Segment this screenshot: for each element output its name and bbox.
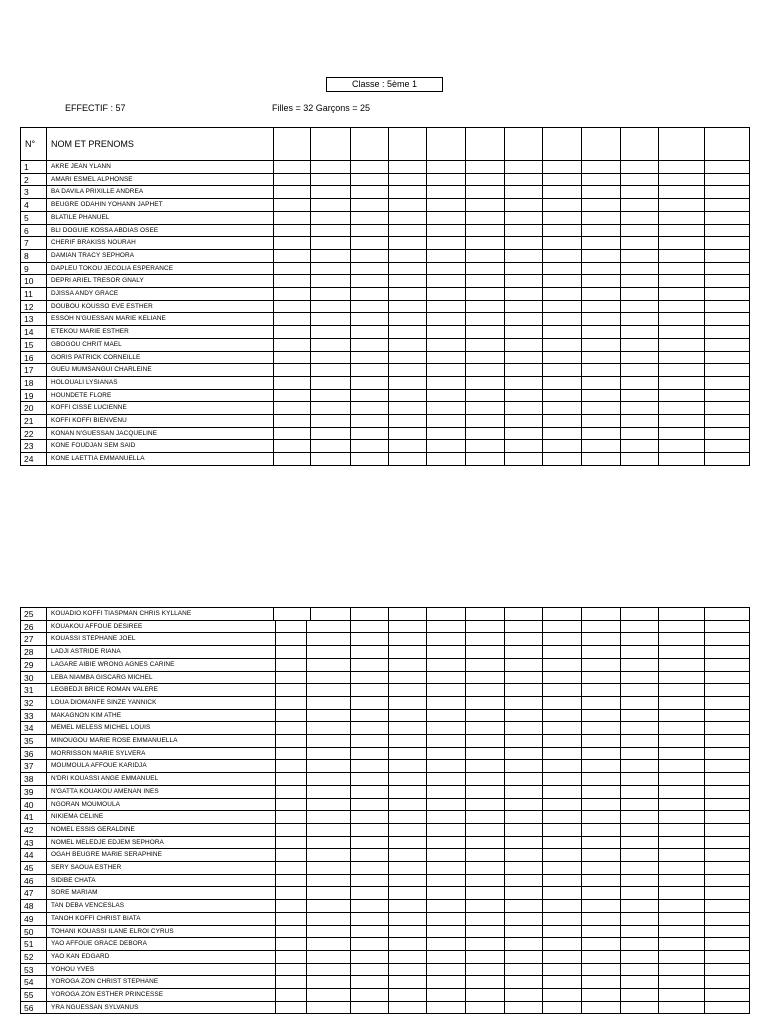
table-row	[20, 351, 750, 365]
number-cell: 17	[20, 364, 46, 377]
effectif-label: EFFECTIF : 57	[65, 103, 126, 113]
number-cell: 30	[20, 672, 46, 685]
name-cell: MAKAGNON KIM ATHE	[46, 710, 275, 723]
mark-cell[interactable]	[542, 128, 581, 161]
table-row	[20, 312, 750, 326]
number-cell: 46	[20, 875, 46, 888]
number-cell: 1	[20, 161, 46, 174]
name-cell: KOUASSI STEPHANE JOEL	[46, 633, 275, 646]
name-cell: KONE FOUDJAN SEM SAID	[46, 440, 273, 453]
number-cell: 24	[20, 453, 46, 466]
table-row	[20, 338, 750, 352]
table-row	[20, 734, 750, 748]
table-row	[20, 798, 750, 812]
table-row	[20, 236, 750, 250]
table-row	[20, 772, 750, 786]
table-row	[20, 925, 750, 939]
number-cell: 39	[20, 786, 46, 799]
table-row	[20, 274, 750, 288]
number-cell: 26	[20, 621, 46, 634]
number-cell: 7	[20, 237, 46, 250]
name-cell: MEMEL MELESS MICHEL LOUIS	[46, 722, 275, 735]
name-cell: ESSOH N'GUESSAN MARIE KELIANE	[46, 313, 273, 326]
table-row	[20, 389, 750, 403]
table-row	[20, 632, 750, 646]
table-row	[20, 224, 750, 238]
name-cell: KONAN N'GUESSAN JACQUELINE	[46, 428, 273, 441]
table-row	[20, 886, 750, 900]
table-row	[20, 836, 750, 850]
name-cell: TAN DEBA VENCESLAS	[46, 900, 275, 913]
table-row	[20, 300, 750, 314]
number-cell: 51	[20, 938, 46, 951]
class-label: Classe : 5ème 1	[326, 77, 443, 92]
table-row	[20, 439, 750, 453]
mark-cell[interactable]	[504, 128, 542, 161]
table-row	[20, 427, 750, 441]
name-cell: HOLOUALI LYSIANAS	[46, 377, 273, 390]
name-cell: AKRE JEAN YLANN	[46, 161, 273, 174]
number-cell: 27	[20, 633, 46, 646]
table-row	[20, 262, 750, 276]
table-row	[20, 988, 750, 1002]
table-row	[20, 671, 750, 685]
table-row	[20, 823, 750, 837]
number-cell: 43	[20, 837, 46, 850]
table-row	[20, 363, 750, 377]
name-cell: HOUNDETE FLORE	[46, 390, 273, 403]
mark-cell[interactable]	[426, 128, 465, 161]
number-cell: 16	[20, 352, 46, 365]
table-row	[20, 414, 750, 428]
number-cell: 41	[20, 811, 46, 824]
table-row	[20, 620, 750, 634]
table-row	[20, 683, 750, 697]
number-cell: 34	[20, 722, 46, 735]
name-cell: MORRISSON MARIE SYLVERA	[46, 748, 275, 761]
mark-cell[interactable]	[658, 128, 704, 161]
mark-cell[interactable]	[273, 128, 310, 161]
table-row	[20, 249, 750, 263]
table-row	[20, 861, 750, 875]
number-cell: 6	[20, 225, 46, 238]
name-cell: AMARI ESMEL ALPHONSE	[46, 174, 273, 187]
name-cell: NOMEL ESSIS GERALDINE	[46, 824, 275, 837]
name-cell: NIKIEMA CELINE	[46, 811, 275, 824]
table-row	[20, 759, 750, 773]
name-cell: YRA NGUESSAN SYLVANUS	[46, 1002, 275, 1015]
name-cell: LAGARE AIBIE WRONG AGNES CARINE	[46, 659, 275, 672]
table-row	[20, 401, 750, 415]
table-row	[20, 721, 750, 735]
table-bottom-border	[20, 465, 750, 466]
table-row	[20, 810, 750, 824]
table-row	[20, 607, 750, 621]
number-cell: 38	[20, 773, 46, 786]
table-row	[20, 696, 750, 710]
table-row	[20, 912, 750, 926]
name-cell: YAO KAN EDGARD	[46, 951, 275, 964]
number-cell: 25	[20, 608, 46, 621]
name-cell: KOFFI CISSE LUCIENNE	[46, 402, 273, 415]
number-cell: 36	[20, 748, 46, 761]
name-cell: SERY SAOUA ESTHER	[46, 862, 275, 875]
table-row	[20, 173, 750, 187]
table-row	[20, 160, 750, 174]
name-cell: YOROGA ZON CHRIST STEPHANE	[46, 976, 275, 989]
number-cell: 53	[20, 964, 46, 977]
table-row	[20, 287, 750, 301]
table-row	[20, 899, 750, 913]
number-cell: 22	[20, 428, 46, 441]
table-row	[20, 937, 750, 951]
table-row	[20, 975, 750, 989]
class-list-table-page-1	[20, 127, 750, 466]
name-cell: YOHOU YVES	[46, 964, 275, 977]
name-cell: BEUGRE ODAHIN YOHANN JAPHET	[46, 199, 273, 212]
name-cell: DOUBOU KOUSSO EVE ESTHER	[46, 301, 273, 314]
table-row	[20, 1001, 750, 1015]
name-cell: KOUAKOU AFFOUE DESIREE	[46, 621, 275, 634]
name-cell: BLI DOGUIE KOSSA ABDIAS OSEE	[46, 225, 273, 238]
name-cell: MOUMOULA AFFOUE KARIDJA	[46, 760, 275, 773]
number-cell: 3	[20, 186, 46, 199]
name-cell: YAO AFFOUE GRACE DEBORA	[46, 938, 275, 951]
name-cell: LADJI ASTRIDE RIANA	[46, 646, 275, 659]
name-cell: N'DRI KOUASSI ANGE EMMANUEL	[46, 773, 275, 786]
name-cell: DAPLEU TOKOU JECOLIA ESPERANCE	[46, 263, 273, 276]
name-cell: LEGBEDJI BRICE ROMAN VALERE	[46, 684, 275, 697]
name-cell: SORE MARIAM	[46, 887, 275, 900]
number-cell: 23	[20, 440, 46, 453]
number-cell: 35	[20, 735, 46, 748]
name-cell: KOUADIO KOFFI TIASPMAN CHRIS KYLLANE	[46, 608, 273, 621]
name-cell: SIDIBE CHATA	[46, 875, 275, 888]
table-row	[20, 747, 750, 761]
name-cell: GBOGOU CHRIT MAEL	[46, 339, 273, 352]
name-cell: LEBA NIAMBA GISCARG MICHEL	[46, 672, 275, 685]
number-cell: 4	[20, 199, 46, 212]
name-cell: NGORAN MOUMOULA	[46, 799, 275, 812]
mark-cell[interactable]	[581, 128, 620, 161]
number-cell: 20	[20, 402, 46, 415]
number-cell: N°	[20, 128, 46, 161]
table-row	[20, 325, 750, 339]
table-row	[20, 452, 750, 466]
table-bottom-border	[20, 1013, 750, 1014]
number-cell: 2	[20, 174, 46, 187]
name-cell: YOROGA ZON ESTHER PRINCESSE	[46, 989, 275, 1002]
number-cell: 15	[20, 339, 46, 352]
name-cell: DJISSA ANDY GRACE	[46, 288, 273, 301]
mark-cell[interactable]	[465, 128, 504, 161]
mark-cell[interactable]	[704, 128, 750, 161]
number-cell: 5	[20, 212, 46, 225]
number-cell: 21	[20, 415, 46, 428]
table-row	[20, 709, 750, 723]
number-cell: 48	[20, 900, 46, 913]
table-row	[20, 950, 750, 964]
number-cell: 12	[20, 301, 46, 314]
table-row	[20, 376, 750, 390]
number-cell: 50	[20, 926, 46, 939]
name-cell: DAMIAN TRACY SEPHORA	[46, 250, 273, 263]
number-cell: 37	[20, 760, 46, 773]
number-cell: 14	[20, 326, 46, 339]
table-row	[20, 658, 750, 672]
number-cell: 9	[20, 263, 46, 276]
name-cell: GUEU MUMSANGUI CHARLEINE	[46, 364, 273, 377]
name-cell: TOHANI KOUASSI ILANE ELROI CYRUS	[46, 926, 275, 939]
number-cell: 11	[20, 288, 46, 301]
name-cell: NOM ET PRENOMS	[46, 128, 273, 161]
table-row	[20, 963, 750, 977]
number-cell: 45	[20, 862, 46, 875]
name-cell: NOMEL MELEDJE EDJEM SEPHORA	[46, 837, 275, 850]
name-cell: MINOUGOU MARIE ROSE EMMANUELLA	[46, 735, 275, 748]
number-cell: 29	[20, 659, 46, 672]
name-cell: BLATILE PHANUEL	[46, 212, 273, 225]
name-cell: OGAH BEUGRE MARIE SERAPHINE	[46, 849, 275, 862]
table-row	[20, 645, 750, 659]
number-cell: 52	[20, 951, 46, 964]
name-cell: LOUA DIOMANFE SINZE YANNICK	[46, 697, 275, 710]
name-cell: GORIS PATRICK CORNEILLE	[46, 352, 273, 365]
number-cell: 8	[20, 250, 46, 263]
name-cell: BA DAVILA PRIXILLE ANDREA	[46, 186, 273, 199]
number-cell: 32	[20, 697, 46, 710]
gender-count-label: Filles = 32 Garçons = 25	[272, 103, 371, 113]
name-cell: ETEKOU MARIE ESTHER	[46, 326, 273, 339]
table-row	[20, 211, 750, 225]
table-row	[20, 185, 750, 199]
number-cell: 44	[20, 849, 46, 862]
name-cell: CHERIF BRAKISS NOURAH	[46, 237, 273, 250]
mark-cell[interactable]	[388, 128, 426, 161]
mark-cell[interactable]	[310, 128, 350, 161]
number-cell: 18	[20, 377, 46, 390]
number-cell: 54	[20, 976, 46, 989]
number-cell: 47	[20, 887, 46, 900]
number-cell: 13	[20, 313, 46, 326]
mark-cell[interactable]	[350, 128, 388, 161]
number-cell: 49	[20, 913, 46, 926]
number-cell: 31	[20, 684, 46, 697]
number-cell: 56	[20, 1002, 46, 1015]
name-cell: KOFFI KOFFI BIENVENU	[46, 415, 273, 428]
number-cell: 33	[20, 710, 46, 723]
number-cell: 40	[20, 799, 46, 812]
number-cell: 10	[20, 275, 46, 288]
number-cell: 42	[20, 824, 46, 837]
table-header-row	[20, 127, 750, 161]
mark-cell[interactable]	[620, 128, 658, 161]
table-row	[20, 785, 750, 799]
number-cell: 55	[20, 989, 46, 1002]
name-cell: KONE LAETTIA EMMANUELLA	[46, 453, 273, 466]
name-cell: N'GATTA KOUAKOU AMENAN INES	[46, 786, 275, 799]
table-row	[20, 848, 750, 862]
table-row	[20, 874, 750, 888]
table-row	[20, 198, 750, 212]
name-cell: TANOH KOFFI CHRIST BIATA	[46, 913, 275, 926]
class-list-table-page-2	[20, 607, 750, 1015]
number-cell: 28	[20, 646, 46, 659]
number-cell: 19	[20, 390, 46, 403]
name-cell: DEPRI ARIEL TRESOR GNALY	[46, 275, 273, 288]
